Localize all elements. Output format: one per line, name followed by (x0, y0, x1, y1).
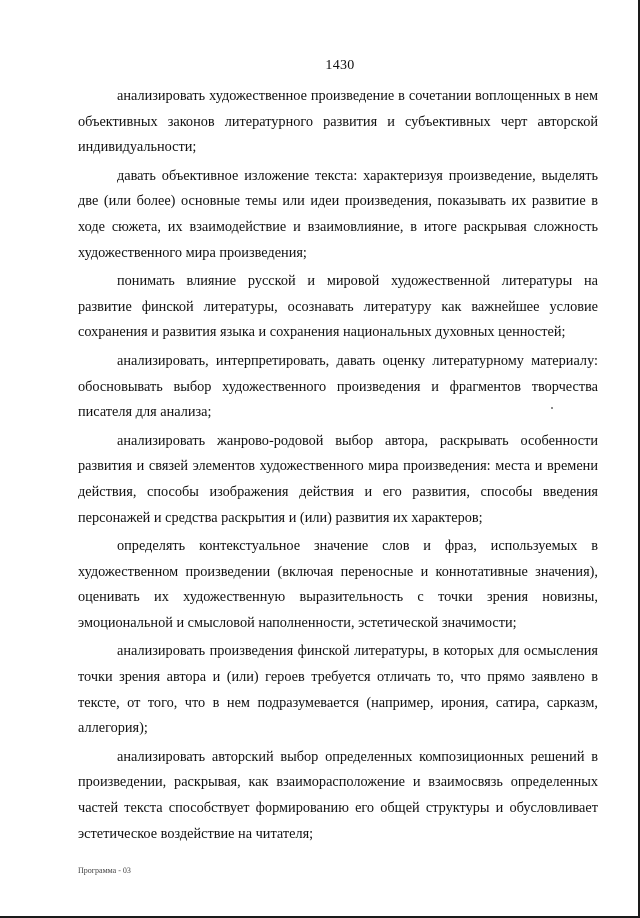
paragraph: анализировать жанрово-родовой выбор автора, раскрывать особенности развития и связей элементов художественного мира произведения: места и времени действия, способы изображения действия и его развития, способы введения персонажей и средства раскрытия и (или) развития их характеров; (78, 432, 598, 526)
paragraph: определять контекстуальное значение слов и фраз, используемых в художественном произведении (включая переносные и коннотативные значения), оценивать их художественную выразительность с точки зрения новизны, эмоциональной и смысловой наполненности, эстетической значимости; (78, 538, 598, 631)
paragraph: понимать влияние русской и мировой художественной литературы на развитие финской литературы, осознавать литературу как важнейшее условие сохранения и развития языка и сохранения национальных духовных ценностей; (78, 273, 598, 341)
body-text (78, 84, 598, 850)
paragraph: анализировать авторский выбор определенных композиционных решений в произведении, раскрывая, как взаиморасположение и взаимосвязь определенных частей текста способствует формированию его общей структуры и обусловливает эстетическое воздействие на читателя; (78, 748, 598, 842)
page-number: 1430 (325, 58, 355, 73)
paragraph: давать объективное изложение текста: характеризуя произведение, выделять две (или более) основные темы или идеи произведения, показывать их развитие в ходе сюжета, их взаимодействие и взаимовлияние, в итоге раскрывая сложность художественного мира произведения; (78, 167, 598, 261)
paragraph: анализировать художественное произведение в сочетании воплощенных в нем объективных законов литературного развития и субъективных черт авторской индивидуальности; (78, 88, 598, 156)
page-footer: Программа - 03 (78, 866, 131, 875)
paragraph: анализировать произведения финской литературы, в которых для осмысления точки зрения автора и (или) героев требуется отличать то, что прямо заявлено в тексте, от того, что в нем подразумевается (например, ирония, сатира, сарказм, аллегория); (78, 643, 598, 737)
scan-speck (551, 407, 553, 409)
paragraph: анализировать, интерпретировать, давать оценку литературному материалу: обосновывать выбор художественного произведения и фрагментов творчества писателя для анализа; (78, 352, 598, 421)
